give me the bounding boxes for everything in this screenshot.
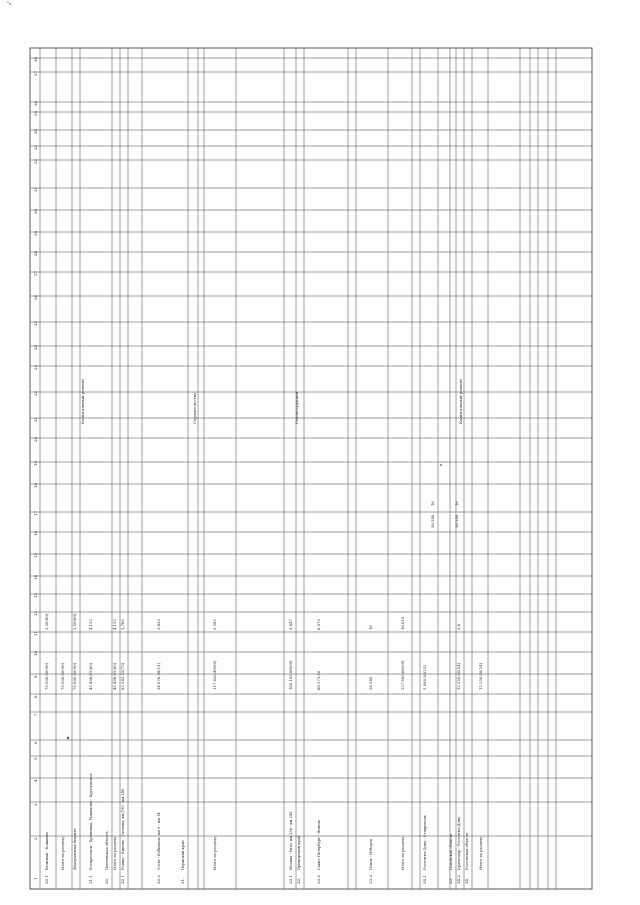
column-number: 31 — [33, 186, 38, 192]
row-sum: 45 496,61(60) — [88, 662, 93, 690]
column-number: 25 — [33, 320, 38, 326]
column-number: 18 — [33, 482, 38, 488]
row-name: Итого по разделу — [213, 836, 217, 870]
row-length: 16,819 — [400, 616, 405, 630]
column-number: 15 — [33, 552, 38, 558]
row-length: 3,50(60) — [44, 613, 49, 630]
cell-value: 58 540 — [430, 514, 435, 528]
cell-value: 58 540 — [454, 514, 459, 528]
column-number: 1 — [33, 877, 38, 880]
row-code: 33.1 — [288, 875, 293, 884]
column-number: 20 — [33, 436, 38, 442]
column-number: 38 — [33, 56, 38, 62]
column-number: 8 — [33, 695, 38, 698]
row-dividers — [40, 48, 556, 889]
row-length: 9,847 — [288, 619, 293, 630]
row-length: 9,582 — [212, 619, 217, 630]
row-sum: 45 496,61(60) — [112, 662, 117, 690]
section-code: 30. — [104, 877, 109, 884]
row-name: Воскресенск - Бронницы, Рыжиково - Кругловское — [89, 773, 93, 870]
row-name: Федеральный бюджет — [73, 828, 77, 870]
column-number: 35 — [33, 110, 38, 116]
row-sum: 79 000,00(90) — [44, 662, 49, 690]
column-number: 10 — [33, 650, 38, 656]
cell-value: 16 — [454, 501, 459, 506]
column-number: 3 — [33, 803, 38, 806]
column-number: 29 — [33, 230, 38, 236]
table-border — [30, 48, 592, 889]
row-length: 5,760 — [120, 619, 125, 630]
row-code: 33.3 — [368, 875, 373, 884]
row-sum: 34 076,98(11) — [156, 662, 161, 690]
row-code: 34.2 — [456, 875, 461, 884]
section-label: Пермский край — [181, 840, 185, 870]
row-name: Москва - Рига, км 238 - км 248 — [289, 811, 293, 870]
band-label: Капитальный ремонт — [458, 378, 463, 424]
section-label: Псковская область — [449, 833, 453, 870]
row-name: Устье - Кобыльск, км 0 - км 14 — [157, 812, 161, 870]
section-code: 31. — [180, 877, 185, 884]
row-name: Ропша - Кипень - Гатчина, км 195 - км 246 — [121, 788, 125, 870]
row-code: 33.2 — [316, 875, 321, 884]
column-dividers — [30, 58, 592, 836]
row-sum: 160 185,88(09) — [288, 660, 293, 690]
column-number: 30 — [33, 208, 38, 214]
row-code: 32.1 — [120, 875, 125, 884]
row-length: 3,822 — [156, 619, 161, 630]
column-number: 11 — [33, 630, 38, 636]
row-sum: 117 620,49(85) — [212, 660, 217, 690]
column-number: 13 — [33, 592, 38, 598]
column-number: 33 — [33, 144, 38, 150]
row-name: Санкт-Петербург - Невель — [317, 819, 321, 870]
section-label: Пензенская область — [105, 831, 109, 870]
column-number: 16 — [33, 530, 38, 536]
band-label: Реконструкция — [294, 391, 299, 424]
column-number: 6 — [33, 741, 38, 744]
row-code: 34.1 — [422, 875, 427, 884]
row-sum: 79 000,00(90) — [72, 662, 77, 690]
column-number: 9 — [33, 675, 38, 678]
column-number-strip — [33, 56, 38, 880]
row-length: 4,152 — [88, 619, 93, 630]
section-code: 33. — [448, 877, 453, 884]
section-label: Ростовская область — [465, 832, 469, 870]
row-length: 16 — [368, 625, 373, 630]
column-number: 34 — [33, 128, 38, 134]
column-number: 28 — [33, 250, 38, 256]
column-number: 23 — [33, 364, 38, 370]
row-code: 31.1 — [88, 875, 93, 884]
column-number: 19 — [33, 460, 38, 466]
row-sum: 79 000,00(90) — [60, 662, 65, 690]
row-length: 3,50(60) — [72, 613, 77, 630]
column-number: 22 — [33, 390, 38, 396]
column-number: 2 — [33, 837, 38, 840]
row-length: 6,972 — [316, 619, 321, 630]
column-number: 36 — [33, 100, 38, 106]
row-length: 0,6 — [456, 623, 461, 630]
row-sum: 83 543,55(75) — [120, 662, 125, 690]
column-number: 26 — [33, 294, 38, 300]
row-name: Итого по разделу — [479, 836, 483, 870]
row-sum: 58 540 — [368, 676, 373, 690]
column-number: 12 — [33, 610, 38, 616]
section-code: 32. — [296, 877, 301, 884]
column-number: 32 — [33, 158, 38, 164]
data-rows — [44, 501, 483, 884]
row-name: Краснодар - Ростов-на-Дону — [457, 816, 461, 870]
column-number: 21 — [33, 416, 38, 422]
band-labels — [80, 378, 463, 424]
row-length: 4,152 — [112, 619, 117, 630]
column-number: 5 — [33, 757, 38, 760]
row-sum: 227 680,66(09) — [400, 660, 405, 690]
row-name: Псков - Изборск — [369, 838, 373, 870]
band-label: Капитальный ремонт — [80, 378, 85, 424]
row-name: Велижан - Кошкино — [45, 831, 49, 870]
column-number: 4 — [33, 779, 38, 782]
column-number: 37 — [33, 70, 38, 76]
cell-value: 16 — [430, 501, 435, 506]
band-label: Строительство — [192, 392, 197, 424]
column-number: 7 — [33, 713, 38, 716]
row-code: 30.1 — [44, 875, 49, 884]
column-number: 14 — [33, 574, 38, 580]
row-sum: 68 573,00 — [316, 670, 321, 690]
section-code: 34. — [464, 877, 469, 884]
row-name: Ростов-на-Дону - Ставрополь — [423, 815, 427, 870]
section-label: Приморский край — [297, 835, 301, 870]
row-name: Итого по разделу — [61, 836, 65, 870]
column-number: 27 — [33, 270, 38, 276]
row-name: Итого по разделу — [113, 836, 117, 870]
row-sum: 12 250,00(24) — [478, 662, 483, 690]
row-name: Итого по разделу — [401, 836, 405, 870]
column-number: 17 — [33, 510, 38, 516]
row-sum: 12 250,00(24) — [456, 662, 461, 690]
row-sum: 5 898,20(23) — [422, 665, 427, 690]
column-number: 24 — [33, 344, 38, 350]
row-code: 32.2 — [156, 875, 161, 884]
